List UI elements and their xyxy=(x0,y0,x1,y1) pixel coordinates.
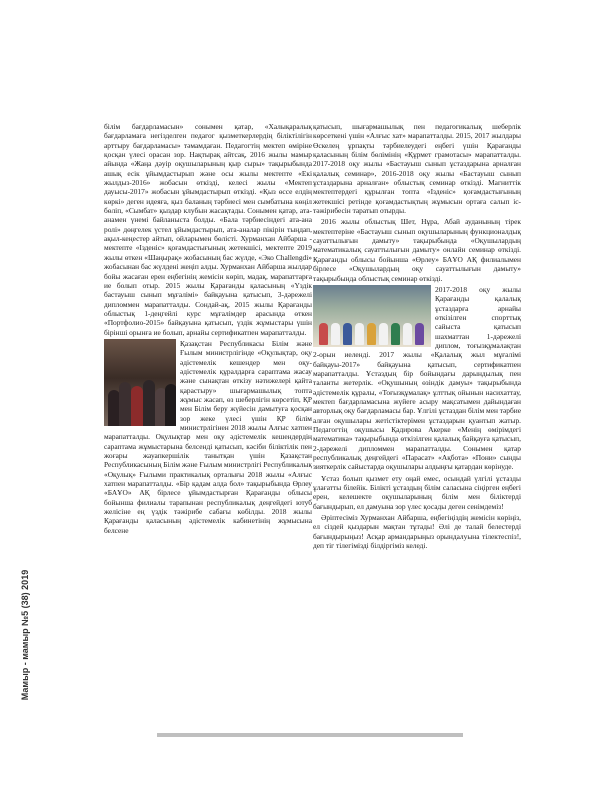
left-column xyxy=(104,122,312,537)
students-photo xyxy=(313,285,431,347)
right-column xyxy=(313,122,521,552)
right-paragraph-1: қатысып, шығармашылық пен педагогикалық шеберлік көрсеткені үшін «Алғыс хат» марапатталды. 2015, 2017 жылдары Өскелең ұрпақты тәрбиелеудегі еңбегі үшін Қарағанды қаласының білім бөлімінің «Құрмет грамотасы» марапатталды. 2017-2018 оқу жылы «Бастауыш сынып ұстаздарына арналған қалалық семинар», 2016-2018 оқу жылы «Бастауыш сынып ұстаздарына арналған» облыстық семинар өткізді. Магниттік мектептердегі құрылған топта «Ізденіс» қоғамдастығының жетекшісі ретінде қоғамдастықтың жұмысын ортаға салып іс-тәжірибесін таратып отырды. xyxy=(313,122,521,216)
left-paragraph-2: Қазақстан Республикасы Білім және Ғылым министрлігінде «Оқулықтар, оқу әдістемелік кешендер мен оқу-әдістемелік құралдарға сараптама жасау және сынақтан өткізу нәтижелері қайта қарастыру» шығармашылық топта жұмыс жасап, өз шеберлігін көрсетіп, ҚР мен Білім беру жүйесін дамытуға қосқан зор жеке үлесі үшін ҚР білім министрлігінен 2018 жылы Алғыс хатпен марапатталды. Оқулықтар мен оқу әдістемелік кешендердің сараптама жұмыстарына белсенді қатысып, кәсіби біліктілік пен жоғары жауапкершілік танытқан үшін Қазақстан Республикасының Білім және Ғылым министрлігі Республикалық «Оқулық» Ғылыми практикалық орталығы 2018 жылы «Алғыс хатпен марапатталды. «Бір қадам алда бол» тақырыбында Өрлеу «БАҰО» АҚ бірлесе ұйымдастырған Қарағанды облысы бойынша филиалы тарапынан республикалық деңгейдегі ютуб желісіне ең үздік тәжірибе сабағы көбілды. 2018 жылы Қарағанды қаласының әдістемелік кабинетінің жұмысына белсене xyxy=(104,338,312,535)
right-paragraph-3: 2017-2018 оқу жылы Қарағанды қалалық ұстаздарға арнайы өткізілген спорттық сайыста қатысып шахматтан 1-дәрежелі диплом, тоғызқұмалақтан 2-орын иеленді. 2017 жылы «Қалалық жыл мұғалімі байқауы-2017» байқауына қатысып, сертификатпен марапатталды. Ұстаздың бір бойындағы дарындылық пен таланты жетерлік. «Оқушының өзіндік дамуы» тақырыбында әдістемелік құралы, «Тоғызқұмалақ» ұлттық ойынын насихаттау, мектеп бағдарламасына жүйеге асыру мақсатымен дайындаған авторлық оқу бағдарламасы бар. Ұлгілі ұстаздан білім мен тәрбие алған оқушылары жетістіктерімен ұстаздарын қуантып жатыр. Педагогтің оқушысы Қадирова Акерке «Менің өмірімдегі математика» тақырыбында өткізілген қалалық байқауға қатысып, 2-дәрежелі дипломмен марапатталды. Сонымен қатар республикалық деңгейдегі «Парасат» «Ақбота» «Пони» сынды зияткерлік сайыстарда оқушылары алдыңғы қатардан көрінуде. xyxy=(313,284,521,472)
group-photo xyxy=(104,339,176,426)
right-paragraph-4: Ұстаз болып қызмет ету оңай емес, осындай үлгілі ұстазды ұлағатты білейік. Білікті ұстаздың білім саласына сіңірген еңбегі ерен, келешекте оқушыларының білім мен біліктерді бағындырып, ел дамуына зор үлес қосады деген сенімдеміз! xyxy=(313,473,521,511)
scroll-bar[interactable] xyxy=(157,733,463,737)
issue-sidebar xyxy=(18,520,32,750)
issue-label: Мамыр - мамыр №5 (38) 2019 xyxy=(20,569,30,701)
right-paragraph-2: 2016 жылы облыстық Шет, Нұра, Абай ауданының тірек мектептеріне «Бастауыш сынып оқушыларының функционалдық сауаттылығын дамыту» тақырыбында «Оқушылардың математикалық сауаттылығын дамыту» онлайн семинар өткізді. Қарағанды облысы бойынша «Өрлеу» БАҰО АҚ филиалымен бірлесе «Оқушылардың оқу сауаттылығын дамыту» тақырыбында облыстық семинар өткізді. xyxy=(313,217,521,283)
right-paragraph-5: Әріптесіміз Хурманхан Айбарша, еңбегіңіздің жемісін көріңіз, ел сіздей қыздарын мақтан тұтады! Әлі де талай белестерді бағындырыңыз! Асқар армандарыңыз орындалуына тілектеспіз!, деп тіг тілегімізді білдіргіміз келеді. xyxy=(313,513,521,551)
left-paragraph-1: білім бағдарламасын» сонымен қатар, «Халықаралық бағдарламаға негізделген педагог қызметкерлердің біліктілігін арттыру бағдарламасы» тәмамдаған. Педагогтің мектеп өміріне қосқан үлесі орасан зор. Нақтырақ айтсақ, 2016 жылы мамыр айында «Жаңа дәуір оқушыларының қыр сыры» тақырыбында ашық есік ұйымдастырып және осы жылы мектепте «Екі жылдыз-2016» жобасын өткізді, келесі жылы «Мектеп дауысы-2017» жобасын ұйымдастырып өткізді. «Қыз өссе елдің көркі» деген идеяға, қыз баланың тәрбиесі мен сымбатына көңіл бөліп, «Сымбат» қыздар клубын жасақтады. Сонымен қатар, ата-анамен үнемі байланыста болды. «Бала тәрбиесіндегі ата-ана ролі» дөңгелек үстел ұйымдастырып, ата-аналар пікірін тыңдап, ақыл-кеңестер айтып, ойларымен бөлісті. Хурманхан Айбарша - мектепте «Ізденіс» қоғамдастығының жетекшісі, мектепте 2019 жылы өткен «Шаңырақ» жобасының бас жүлде, «Эко Challengdi» жобасынан бас жүлдені жеңіп алды. Хурманхан Айбарша жылдар бойы жасаған ерен еңбегінің жемісін көріп, мадақ, марапаттарға ие болып отыр. 2015 жылы Қарағанды қаласының «Үздік бастауыш сынып мұғалімі» байқауына қатысып, 3-дәрежелі дипломмен марапатталды. Сондай-ақ, 2015 жылы Қарағанды облыстық 1-деңгейлі курс мұғалімдер арасында өткен «Портфолио-2015» байқауына қатысып, үздік жұмыстары үшін бірінші орынға ие болып, арнайы сертификатпен марапатталды. xyxy=(104,122,312,337)
